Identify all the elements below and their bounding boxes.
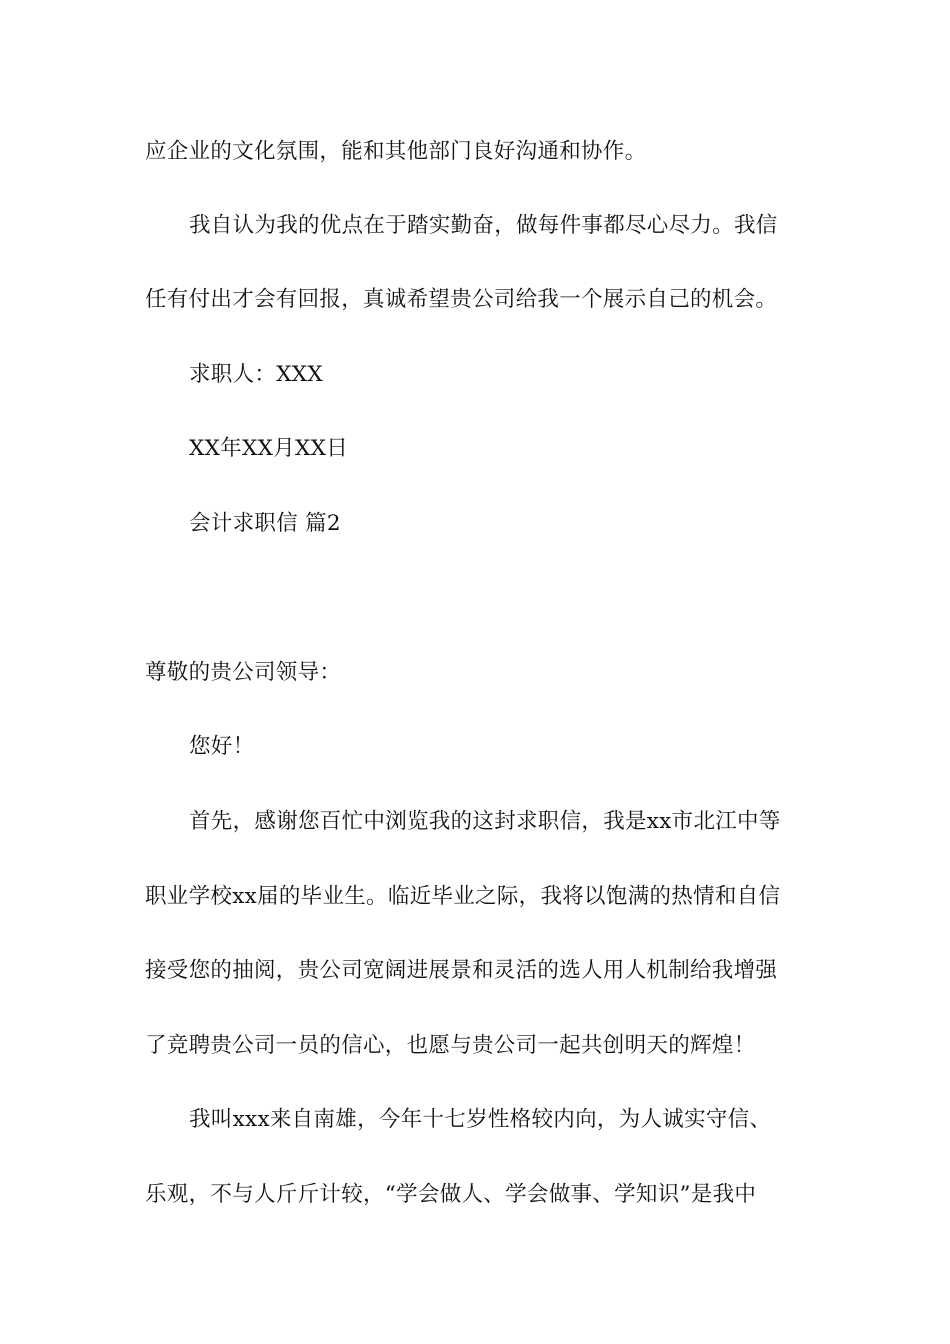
salutation: 尊敬的贵公司领导： bbox=[145, 660, 342, 685]
greeting: 您好！ bbox=[189, 734, 255, 759]
paragraph-line: 职业学校xx届的毕业生。临近毕业之际，我将以饱满的热情和自信 bbox=[145, 884, 781, 909]
paragraph-line: 首先，感谢您百忙中浏览我的这封求职信，我是xx市北江中等 bbox=[189, 809, 781, 834]
date-line: XX年XX月XX日 bbox=[189, 436, 349, 461]
paragraph-line: 应企业的文化氛围，能和其他部门良好沟通和协作。 bbox=[145, 139, 647, 164]
paragraph-line: 任有付出才会有回报，真诚希望贵公司给我一个展示自己的机会。 bbox=[145, 287, 778, 312]
paragraph-line: 我叫xxx来自南雄，今年十七岁性格较内向，为人诚实守信、 bbox=[189, 1107, 772, 1132]
paragraph-line: 了竞聘贵公司一员的信心，也愿与贵公司一起共创明天的辉煌！ bbox=[145, 1033, 756, 1058]
signature-line: 求职人：XXX bbox=[189, 362, 324, 387]
paragraph-line: 接受您的抽阅，贵公司宽阔进展景和灵活的选人用人机制给我增强 bbox=[145, 958, 778, 983]
paragraph-line: 乐观，不与人斤斤计较，“学会做人、学会做事、学知识”是我中 bbox=[145, 1182, 757, 1207]
section-heading: 会计求职信 篇2 bbox=[189, 511, 341, 536]
paragraph-line: 我自认为我的优点在于踏实勤奋，做每件事都尽心尽力。我信 bbox=[189, 213, 778, 238]
